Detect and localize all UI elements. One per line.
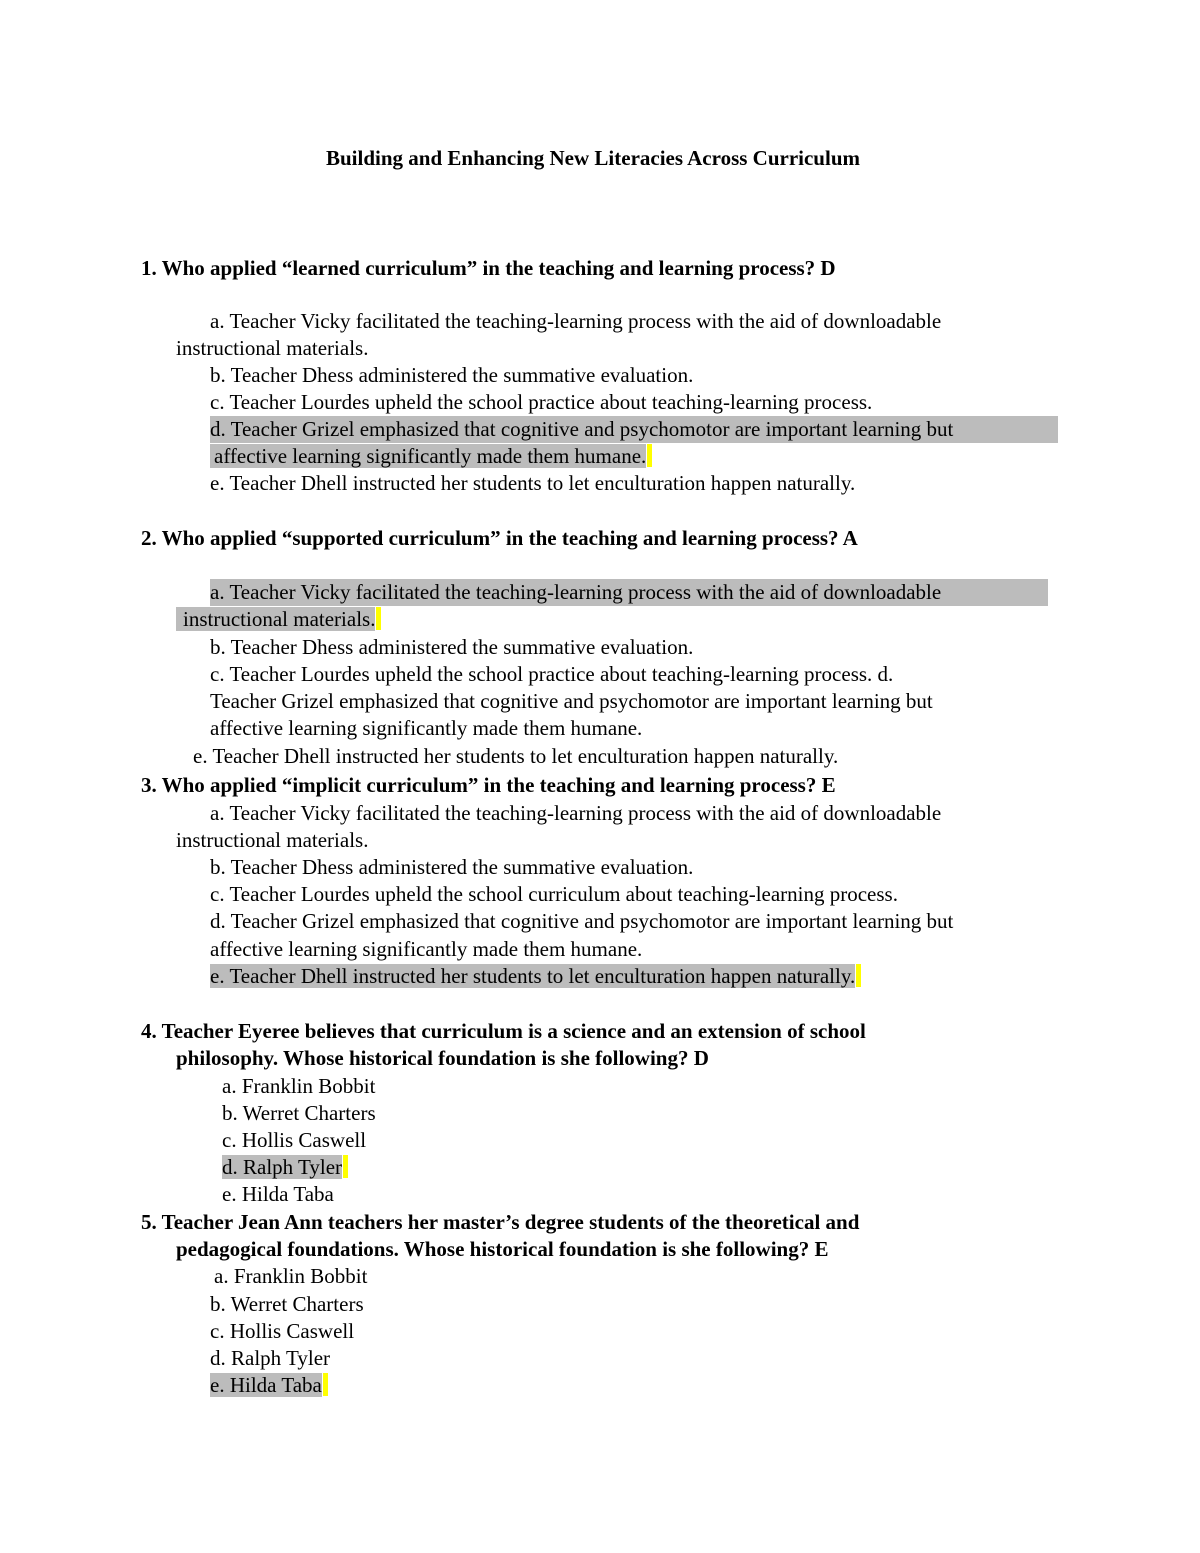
q1-option-e: e. Teacher Dhell instructed her students to let enculturation happen naturally. — [210, 471, 856, 495]
q2-option-a-answer: a. Teacher Vicky facilitated the teaching-learning process with the aid of downloadable — [210, 579, 1048, 606]
q4-option-b: b. Werret Charters — [222, 1101, 376, 1125]
q3-option-b: b. Teacher Dhess administered the summative evaluation. — [210, 855, 694, 879]
answer-highlight: instructional materials. — [176, 607, 375, 631]
q4-option-e: e. Hilda Taba — [222, 1182, 334, 1206]
q4-option-c: c. Hollis Caswell — [222, 1128, 367, 1152]
question-2: 2. Who applied “supported curriculum” in the teaching and learning process? A — [141, 526, 858, 550]
q2-option-a-cont-answer — [176, 606, 381, 633]
q5-option-e-answer — [210, 1372, 328, 1399]
q3-option-d-cont: affective learning significantly made them humane. — [210, 937, 643, 961]
q3-option-a-cont: instructional materials. — [176, 828, 369, 852]
answer-marker — [647, 444, 652, 467]
answer-highlight: affective learning significantly made them humane. — [210, 444, 646, 468]
q1-option-c: c. Teacher Lourdes upheld the school practice about teaching-learning process. — [210, 390, 873, 414]
q1-option-d-answer: d. Teacher Grizel emphasized that cognitive and psychomotor are important learning but — [210, 416, 1058, 443]
answer-highlight: e. Hilda Taba — [210, 1373, 322, 1397]
q1-option-a-cont: instructional materials. — [176, 336, 369, 360]
q3-option-e-answer — [210, 963, 861, 990]
question-5: 5. Teacher Jean Ann teachers her master’s degree students of the theoretical and — [141, 1210, 860, 1234]
q4-option-a: a. Franklin Bobbit — [222, 1074, 376, 1098]
q5-option-a: a. Franklin Bobbit — [214, 1264, 368, 1288]
q1-option-d-cont-answer — [210, 443, 652, 470]
q2-option-d: Teacher Grizel emphasized that cognitive and psychomotor are important learning but — [210, 689, 933, 713]
q2-option-b: b. Teacher Dhess administered the summative evaluation. — [210, 635, 694, 659]
q1-option-a: a. Teacher Vicky facilitated the teaching-learning process with the aid of downloadable — [210, 309, 942, 333]
question-4-cont: philosophy. Whose historical foundation is she following? D — [176, 1046, 709, 1070]
question-3: 3. Who applied “implicit curriculum” in the teaching and learning process? E — [141, 773, 836, 797]
question-4: 4. Teacher Eyeree believes that curriculum is a science and an extension of school — [141, 1019, 866, 1043]
answer-highlight: d. Ralph Tyler — [222, 1155, 343, 1179]
answer-marker — [856, 964, 861, 987]
q2-option-d-cont: affective learning significantly made them humane. — [210, 716, 643, 740]
q3-option-a: a. Teacher Vicky facilitated the teaching-learning process with the aid of downloadable — [210, 801, 942, 825]
answer-highlight: e. Teacher Dhell instructed her students to let enculturation happen naturally. — [210, 964, 856, 988]
question-1: 1. Who applied “learned curriculum” in the teaching and learning process? D — [141, 256, 836, 280]
q5-option-d: d. Ralph Tyler — [210, 1346, 331, 1370]
q5-option-c: c. Hollis Caswell — [210, 1319, 355, 1343]
q5-option-b: b. Werret Charters — [210, 1292, 364, 1316]
q1-option-b: b. Teacher Dhess administered the summative evaluation. — [210, 363, 694, 387]
q3-option-d: d. Teacher Grizel emphasized that cognitive and psychomotor are important learning but — [210, 909, 954, 933]
document-title: Building and Enhancing New Literacies Across Curriculum — [325, 146, 860, 170]
answer-marker — [376, 607, 381, 630]
answer-marker — [323, 1373, 328, 1396]
q2-option-e: e. Teacher Dhell instructed her students to let enculturation happen naturally. — [193, 744, 839, 768]
q4-option-d-answer — [222, 1154, 348, 1181]
answer-marker — [343, 1155, 348, 1178]
q2-option-c: c. Teacher Lourdes upheld the school practice about teaching-learning process. d. — [210, 662, 894, 686]
q3-option-c: c. Teacher Lourdes upheld the school curriculum about teaching-learning process. — [210, 882, 898, 906]
question-5-cont: pedagogical foundations. Whose historical foundation is she following? E — [176, 1237, 829, 1261]
